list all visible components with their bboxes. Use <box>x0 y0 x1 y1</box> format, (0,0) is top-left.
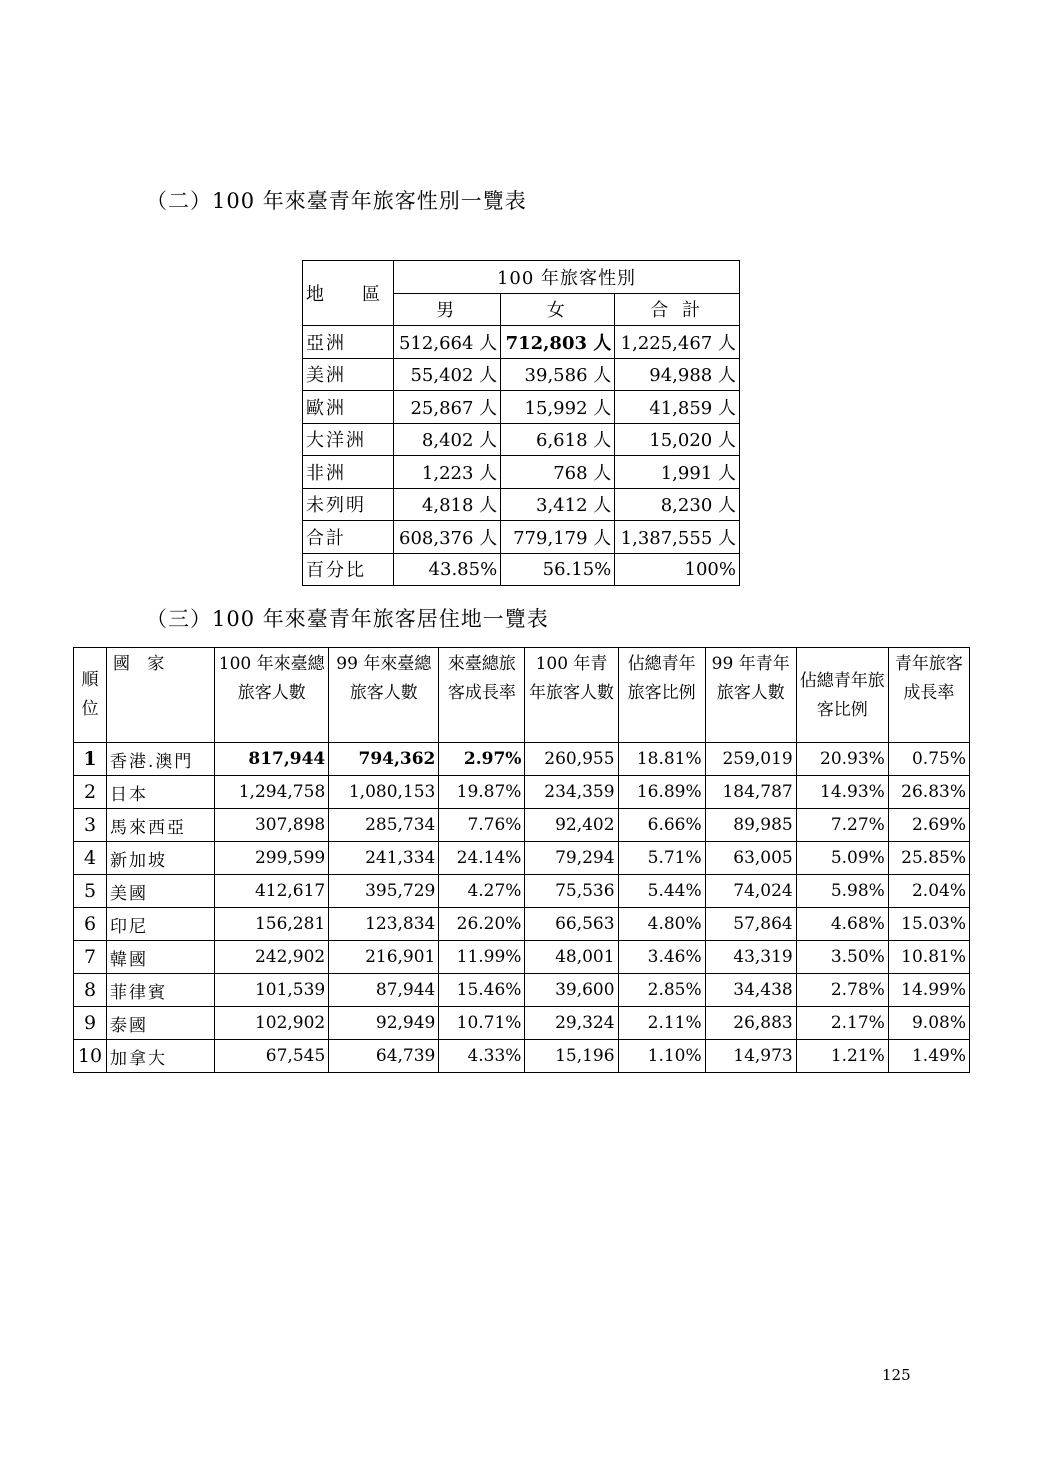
female-cell: 6,618 人 <box>501 423 615 456</box>
growth-total-header: 來臺總旅客成長率 <box>439 648 525 743</box>
share100-cell: 16.89% <box>618 776 705 809</box>
share100-cell: 18.81% <box>618 743 705 776</box>
country-cell: 新加坡 <box>107 842 215 875</box>
growth-youth-cell: 14.99% <box>888 974 969 1007</box>
total100-cell: 242,902 <box>215 941 329 974</box>
table-row <box>74 1007 970 1040</box>
youth99-cell: 259,019 <box>705 743 796 776</box>
rank-cell: 3 <box>74 809 107 842</box>
table-row <box>303 488 740 521</box>
growth-total-cell: 4.27% <box>439 875 525 908</box>
total99-cell: 794,362 <box>329 743 439 776</box>
total99-cell: 64,739 <box>329 1040 439 1073</box>
share100-cell: 1.10% <box>618 1040 705 1073</box>
table-row <box>74 1040 970 1073</box>
table-row <box>303 521 740 554</box>
rank-cell: 10 <box>74 1040 107 1073</box>
rank-cell: 9 <box>74 1007 107 1040</box>
country-cell: 加拿大 <box>107 1040 215 1073</box>
table-row <box>74 842 970 875</box>
youth100-cell: 234,359 <box>525 776 618 809</box>
female-cell: 56.15% <box>501 553 615 586</box>
total-cell: 41,859 人 <box>615 391 740 424</box>
total99-cell: 216,901 <box>329 941 439 974</box>
youth100-cell: 39,600 <box>525 974 618 1007</box>
region-cell: 百分比 <box>303 553 394 586</box>
youth100-cell: 260,955 <box>525 743 618 776</box>
total100-cell: 817,944 <box>215 743 329 776</box>
youth99-cell: 26,883 <box>705 1007 796 1040</box>
region-cell: 非洲 <box>303 456 394 489</box>
youth100-cell: 29,324 <box>525 1007 618 1040</box>
total100-cell: 156,281 <box>215 908 329 941</box>
total100-cell: 101,539 <box>215 974 329 1007</box>
youth100-cell: 48,001 <box>525 941 618 974</box>
total-cell: 1,387,555 人 <box>615 521 740 554</box>
country-cell: 日本 <box>107 776 215 809</box>
table-row <box>74 908 970 941</box>
region-header: 地 區 <box>303 261 394 326</box>
rank-cell: 2 <box>74 776 107 809</box>
share99-cell: 4.68% <box>796 908 888 941</box>
youth100-cell: 15,196 <box>525 1040 618 1073</box>
youth99-cell: 43,319 <box>705 941 796 974</box>
total100-cell: 102,902 <box>215 1007 329 1040</box>
table-row <box>303 326 740 359</box>
rank-header: 順位 <box>74 648 107 743</box>
youth99-cell: 34,438 <box>705 974 796 1007</box>
growth-youth-cell: 2.69% <box>888 809 969 842</box>
share99-cell: 5.98% <box>796 875 888 908</box>
growth-youth-cell: 0.75% <box>888 743 969 776</box>
youth100-cell: 92,402 <box>525 809 618 842</box>
male-cell: 608,376 人 <box>394 521 501 554</box>
share100-cell: 5.44% <box>618 875 705 908</box>
country-cell: 香港.澳門 <box>107 743 215 776</box>
youth100-cell: 79,294 <box>525 842 618 875</box>
rank-cell: 6 <box>74 908 107 941</box>
youth99-cell: 57,864 <box>705 908 796 941</box>
growth-youth-cell: 9.08% <box>888 1007 969 1040</box>
table-row <box>74 875 970 908</box>
total-cell: 94,988 人 <box>615 358 740 391</box>
table-row <box>74 743 970 776</box>
share100-cell: 4.80% <box>618 908 705 941</box>
share100-cell: 5.71% <box>618 842 705 875</box>
table-header-row <box>74 648 970 743</box>
table-row <box>303 423 740 456</box>
female-cell: 768 人 <box>501 456 615 489</box>
rank-cell: 5 <box>74 875 107 908</box>
growth-youth-cell: 2.04% <box>888 875 969 908</box>
region-cell: 美洲 <box>303 358 394 391</box>
share99-cell: 7.27% <box>796 809 888 842</box>
table-header-row <box>303 261 740 294</box>
youth100-cell: 75,536 <box>525 875 618 908</box>
female-cell: 39,586 人 <box>501 358 615 391</box>
growth-total-cell: 24.14% <box>439 842 525 875</box>
table-row <box>74 776 970 809</box>
country-cell: 美國 <box>107 875 215 908</box>
region-cell: 合計 <box>303 521 394 554</box>
total99-cell: 1,080,153 <box>329 776 439 809</box>
rank-cell: 1 <box>74 743 107 776</box>
table-row <box>303 358 740 391</box>
youth99-cell: 89,985 <box>705 809 796 842</box>
share99-cell: 5.09% <box>796 842 888 875</box>
youth99-cell: 14,973 <box>705 1040 796 1073</box>
country-cell: 泰國 <box>107 1007 215 1040</box>
youth99-header: 99 年青年旅客人數 <box>705 648 796 743</box>
country-header: 國 家 <box>107 648 215 743</box>
male-cell: 4,818 人 <box>394 488 501 521</box>
total-cell: 1,225,467 人 <box>615 326 740 359</box>
residence-table <box>73 647 970 1073</box>
share99-header: 佔總青年旅客比例 <box>796 648 888 743</box>
total100-cell: 1,294,758 <box>215 776 329 809</box>
total-cell: 100% <box>615 553 740 586</box>
section-title-gender: （二）100 年來臺青年旅客性別一覽表 <box>146 189 527 213</box>
female-header: 女 <box>501 293 615 326</box>
youth100-cell: 66,563 <box>525 908 618 941</box>
total99-cell: 123,834 <box>329 908 439 941</box>
total100-header: 100 年來臺總旅客人數 <box>215 648 329 743</box>
male-cell: 55,402 人 <box>394 358 501 391</box>
growth-total-cell: 11.99% <box>439 941 525 974</box>
table-row <box>303 553 740 586</box>
gender-group-header: 100 年旅客性別 <box>394 261 740 294</box>
region-cell: 歐洲 <box>303 391 394 424</box>
region-cell: 未列明 <box>303 488 394 521</box>
table-row <box>74 941 970 974</box>
total99-header: 99 年來臺總旅客人數 <box>329 648 439 743</box>
page-number: 125 <box>882 1366 911 1384</box>
rank-cell: 8 <box>74 974 107 1007</box>
total99-cell: 92,949 <box>329 1007 439 1040</box>
youth99-cell: 63,005 <box>705 842 796 875</box>
share99-cell: 2.17% <box>796 1007 888 1040</box>
total99-cell: 87,944 <box>329 974 439 1007</box>
growth-total-cell: 10.71% <box>439 1007 525 1040</box>
country-cell: 韓國 <box>107 941 215 974</box>
rank-cell: 4 <box>74 842 107 875</box>
share100-cell: 2.11% <box>618 1007 705 1040</box>
share100-cell: 2.85% <box>618 974 705 1007</box>
total100-cell: 412,617 <box>215 875 329 908</box>
growth-youth-cell: 26.83% <box>888 776 969 809</box>
growth-youth-cell: 15.03% <box>888 908 969 941</box>
table-row <box>303 456 740 489</box>
youth99-cell: 74,024 <box>705 875 796 908</box>
country-cell: 菲律賓 <box>107 974 215 1007</box>
female-cell: 15,992 人 <box>501 391 615 424</box>
section-title-residence: （三）100 年來臺青年旅客居住地一覽表 <box>146 607 549 631</box>
youth100-header: 100 年青年旅客人數 <box>525 648 618 743</box>
rank-cell: 7 <box>74 941 107 974</box>
growth-total-cell: 15.46% <box>439 974 525 1007</box>
growth-youth-cell: 10.81% <box>888 941 969 974</box>
growth-youth-cell: 25.85% <box>888 842 969 875</box>
share99-cell: 20.93% <box>796 743 888 776</box>
male-cell: 8,402 人 <box>394 423 501 456</box>
female-cell: 712,803 人 <box>501 326 615 359</box>
gender-table <box>302 260 740 586</box>
growth-total-cell: 19.87% <box>439 776 525 809</box>
youth99-cell: 184,787 <box>705 776 796 809</box>
table-row <box>74 809 970 842</box>
country-cell: 印尼 <box>107 908 215 941</box>
total100-cell: 299,599 <box>215 842 329 875</box>
total-cell: 1,991 人 <box>615 456 740 489</box>
share100-cell: 6.66% <box>618 809 705 842</box>
male-cell: 43.85% <box>394 553 501 586</box>
growth-total-cell: 2.97% <box>439 743 525 776</box>
growth-youth-cell: 1.49% <box>888 1040 969 1073</box>
female-cell: 779,179 人 <box>501 521 615 554</box>
male-header: 男 <box>394 293 501 326</box>
total99-cell: 241,334 <box>329 842 439 875</box>
share100-cell: 3.46% <box>618 941 705 974</box>
share99-cell: 2.78% <box>796 974 888 1007</box>
table-row <box>303 391 740 424</box>
table-row <box>74 974 970 1007</box>
region-cell: 大洋洲 <box>303 423 394 456</box>
male-cell: 1,223 人 <box>394 456 501 489</box>
female-cell: 3,412 人 <box>501 488 615 521</box>
growth-youth-header: 青年旅客成長率 <box>888 648 969 743</box>
total-cell: 8,230 人 <box>615 488 740 521</box>
total99-cell: 285,734 <box>329 809 439 842</box>
share99-cell: 3.50% <box>796 941 888 974</box>
total100-cell: 307,898 <box>215 809 329 842</box>
total-cell: 15,020 人 <box>615 423 740 456</box>
growth-total-cell: 7.76% <box>439 809 525 842</box>
share99-cell: 1.21% <box>796 1040 888 1073</box>
male-cell: 512,664 人 <box>394 326 501 359</box>
share100-header: 佔總青年旅客比例 <box>618 648 705 743</box>
share99-cell: 14.93% <box>796 776 888 809</box>
country-cell: 馬來西亞 <box>107 809 215 842</box>
region-cell: 亞洲 <box>303 326 394 359</box>
total99-cell: 395,729 <box>329 875 439 908</box>
male-cell: 25,867 人 <box>394 391 501 424</box>
total100-cell: 67,545 <box>215 1040 329 1073</box>
growth-total-cell: 4.33% <box>439 1040 525 1073</box>
total-header: 合 計 <box>615 293 740 326</box>
growth-total-cell: 26.20% <box>439 908 525 941</box>
